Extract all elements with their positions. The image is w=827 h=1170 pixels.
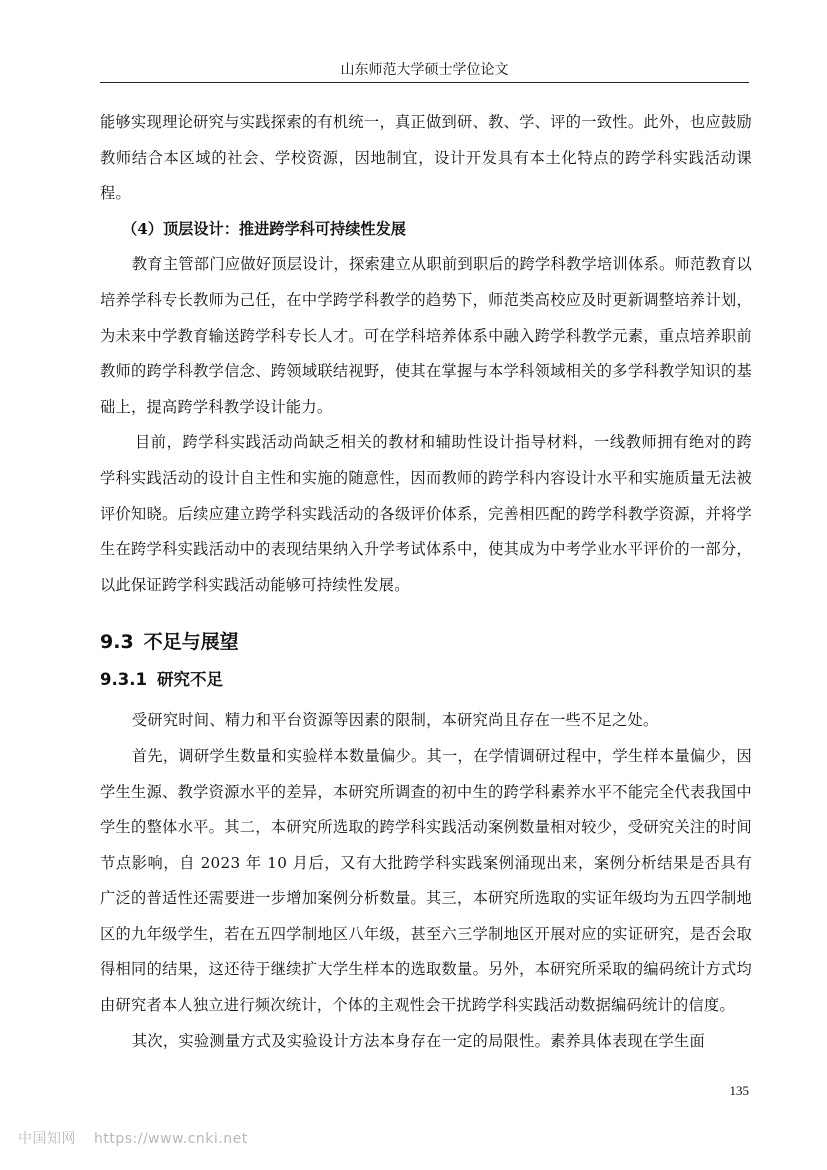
section-title: 不足与展望 [143,631,239,654]
subsection-heading [100,663,752,697]
section-heading [100,625,752,659]
body-paragraph: 能够实现理论研究与实践探索的有机统一，真正做到研、教、学、评的一致性。此外，也应鼓励教师结合本区域的社会、学校资源，因地制宜，设计开发具有本土化特点的跨学科实践活动课程。 [100,113,752,203]
body-paragraph: 目前，跨学科实践活动尚缺乏相关的教材和辅助性设计指导材料，一线教师拥有绝对的跨学科实践活动的设计自主性和实施的随意性，因而教师的跨学科内容设计水平和实施质量无法被评价知晓。后续应建立跨学科实践活动的各级评价体系，完善相匹配的跨学科教学资源，并将学生在跨学科实践活动中的表现结果纳入升学考试体系中，使其成为中考学业水平评价的一部分，以此保证跨学科实践活动能够可持续性发展。 [100,433,752,594]
watermark-brand: 中国知网 [18,1131,76,1147]
subsection-title: 研究不足 [156,670,223,690]
body-paragraph: 其次，实验测量方式及实验设计方法本身存在一定的局限性。素养具体表现在学生面 [131,1031,705,1050]
watermark-url: https://www.cnki.net [94,1131,248,1147]
header-rule [100,82,749,83]
body-paragraph: 受研究时间、精力和平台资源等因素的限制，本研究尚且存在一些不足之处。 [131,711,659,730]
page-body [100,105,752,1059]
subsection-number: 9.3.1 [100,670,147,690]
subsection-heading: （4）顶层设计：推进跨学科可持续性发展 [122,219,406,238]
section-number: 9.3 [100,631,134,654]
running-header: 山东师范大学硕士学位论文 [340,62,509,78]
page-number: 135 [729,1083,749,1098]
body-paragraph: 教育主管部门应做好顶层设计，探索建立从职前到职后的跨学科教学培训体系。师范教育以培养学科专长教师为己任，在中学跨学科教学的趋势下，师范类高校应及时更新调整培养计划，为未来中学教育输送跨学科专长人才。可在学科培养体系中融入跨学科教学元素，重点培养职前教师的跨学科教学信念、跨领域联结视野，使其在掌握与本学科领域相关的多学科教学知识的基础上，提高跨学科教学设计能力。 [100,255,752,416]
watermark [18,1128,248,1148]
body-paragraph: 首先，调研学生数量和实验样本数量偏少。其一，在学情调研过程中，学生样本量偏少，因学生生源、教学资源水平的差异，本研究所调查的初中生的跨学科素养水平不能完全代表我国中学生的整体水平。其二，本研究所选取的跨学科实践活动案例数量相对较少，受研究关注的时间节点影响，自 2023 年 10 月后，又有大批跨学科实践案例涌现出来，案例分析结果是否具有广泛的普适性还需要进一步增加案例分析数量。其三，本研究所选取的实证年级均为五四学制地区的九年级学生，若在五四学制地区八年级，甚至六三学制地区开展对应的实证研究，是否会取得相同的结果，这还待于继续扩大学生样本的选取数量。另外，本研究所采取的编码统计方式均由研究者本人独立进行频次统计，个体的主观性会干扰跨学科实践活动数据编码统计的信度。 [100,746,752,1015]
